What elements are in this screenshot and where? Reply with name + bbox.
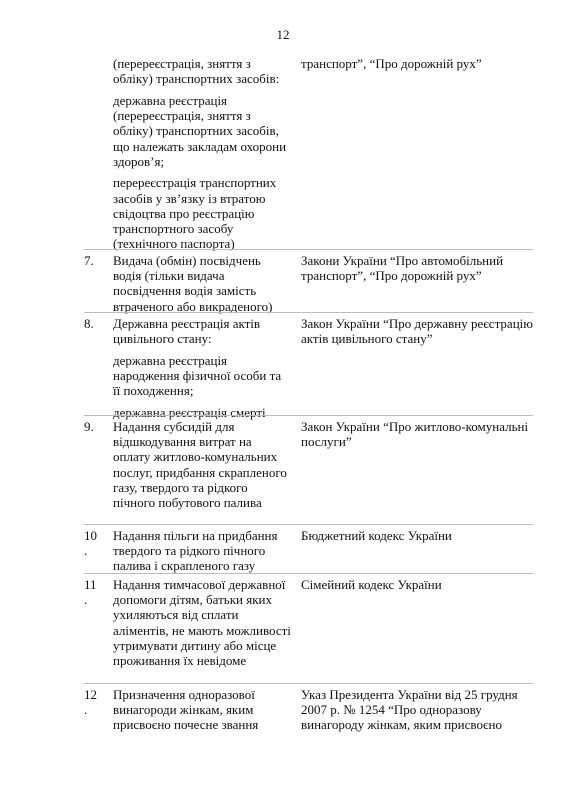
service-text: Державна реєстрація актів цивільного стану: (113, 316, 261, 347)
legal-basis: Бюджетний кодекс України (301, 528, 452, 543)
row-number: 10 . (84, 528, 97, 559)
service-description (113, 56, 291, 251)
service-description (113, 253, 291, 314)
service-text: Надання тимчасової державної допомоги дітям, батьки яких ухиляються від сплати аліментів, не мають можливості утримувати дитину або місце проживання їх невідоме (113, 577, 291, 669)
service-text: Призначення одноразової винагороди жінкам, яким присвоєно почесне звання (113, 687, 259, 733)
legal-basis: Сімейний кодекс України (301, 577, 442, 592)
row-number: 9. (84, 419, 94, 434)
row-number: 11 . (84, 577, 97, 608)
row-number: 8. (84, 316, 94, 331)
page-number: 12 (276, 27, 290, 42)
service-text: Видача (обмін) посвідчень водія (тільки видача посвідчення водія замість втраченого або викраденого) (113, 253, 273, 314)
row-number: 12 . (84, 687, 97, 718)
legal-basis: Закон України “Про державну реєстрацію актів цивільного стану” (301, 316, 533, 347)
service-description (113, 528, 291, 574)
legal-basis: транспорт”, “Про дорожній рух” (301, 56, 482, 71)
service-description (113, 687, 291, 733)
service-text: державна реєстрація (перереєстрація, зняття з обліку) транспортних засобів, що належать закладам охорони здоров’я; (113, 92, 287, 169)
row-divider (84, 249, 533, 250)
service-description (113, 419, 291, 510)
service-text: перереєстрація транспортних засобів у зв’язку із втратою свідоцтва про реєстрацію транспортного засобу (технічного паспорта) (113, 175, 277, 252)
service-text: (перереєстрація, зняття з обліку) транспортних засобів: (113, 56, 280, 87)
service-description (113, 316, 291, 420)
row-number: 7. (84, 253, 94, 268)
service-text: державна реєстрація смерті (113, 405, 266, 421)
service-description (113, 577, 291, 668)
service-text: Надання пільги на придбання твердого та рідкого пічного палива і скрапленого газу (113, 528, 278, 574)
service-text: державна реєстрація народження фізичної особи та її походження; (113, 352, 282, 399)
legal-basis: Закон України “Про житлово-комунальні послуги” (301, 419, 529, 450)
row-divider (84, 415, 533, 416)
service-text: Надання субсидій для відшкодування витрат на оплату житлово-комунальних послуг, придбання скрапленого газу, твердого та рідкого пічного побутового палива (113, 419, 287, 511)
row-divider (84, 524, 533, 525)
row-divider (84, 683, 533, 684)
legal-basis: Закони України “Про автомобільний транспорт”, “Про дорожній рух” (301, 253, 504, 284)
row-divider (84, 573, 533, 574)
row-divider (84, 312, 533, 313)
legal-basis: Указ Президента України від 25 грудня 2007 р. № 1254 “Про одноразову винагороду жінкам, яким присвоєно (301, 687, 518, 733)
